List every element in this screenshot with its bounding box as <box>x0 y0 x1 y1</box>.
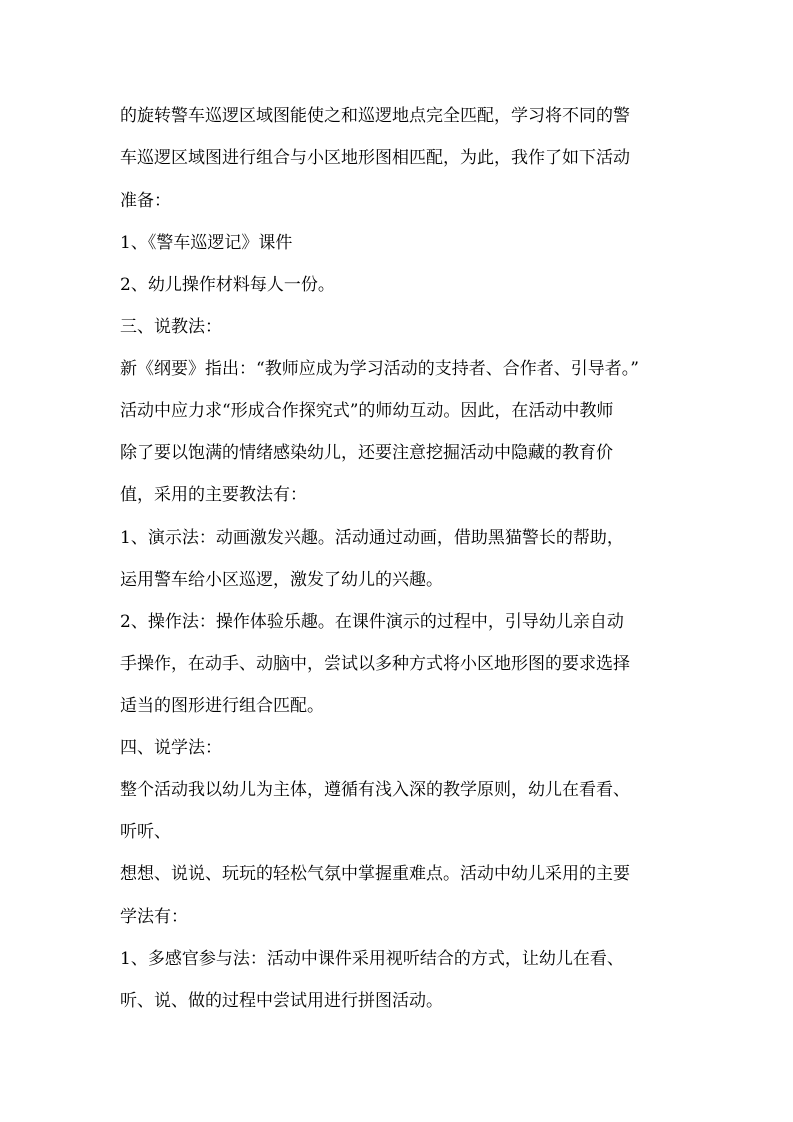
text-line: 想想、说说、玩玩的轻松气氛中掌握重难点。活动中幼儿采用的主要 <box>120 864 630 884</box>
text-line: 的旋转警车巡逻区域图能使之和巡逻地点完全匹配，学习将不同的警 <box>120 106 630 126</box>
text-line: 值，采用的主要教法有： <box>120 485 307 505</box>
text-line: 整个活动我以幼儿为主体，遵循有浅入深的教学原则，幼儿在看看、 <box>120 780 630 800</box>
text-line: 听听、 <box>120 822 171 842</box>
text-line: 学法有： <box>120 907 188 927</box>
text-line: 除了要以饱满的情绪感染幼儿，还要注意挖掘活动中隐藏的教育价 <box>120 443 613 463</box>
text-line: 听、说、做的过程中尝试用进行拼图活动。 <box>120 991 443 1011</box>
list-item: 1、多感官参与法：活动中课件采用视听结合的方式，让幼儿在看、 <box>120 949 624 969</box>
list-item: 1、《警车巡逻记》课件 <box>120 233 293 253</box>
section-heading: 三、说教法： <box>120 317 222 337</box>
text-line: 适当的图形进行组合匹配。 <box>120 696 324 716</box>
text-line: 车巡逻区域图进行组合与小区地形图相匹配，为此，我作了如下活动 <box>120 148 630 168</box>
text-line: 准备： <box>120 191 171 211</box>
section-heading: 四、说学法： <box>120 738 222 758</box>
text-line: 活动中应力求“形成合作探究式”的师幼互动。因此，在活动中教师 <box>120 401 614 421</box>
list-item: 2、幼儿操作材料每人一份。 <box>120 275 335 295</box>
text-line: 手操作，在动手、动脑中，尝试以多种方式将小区地形图的要求选择 <box>120 654 630 674</box>
text-line: 新《纲要》指出：“教师应成为学习活动的支持者、合作者、引导者。” <box>120 359 639 379</box>
list-item: 2、操作法：操作体验乐趣。在课件演示的过程中，引导幼儿亲自动 <box>120 612 624 632</box>
list-item: 1、演示法：动画激发兴趣。活动通过动画，借助黑猫警长的帮助， <box>120 528 624 548</box>
text-line: 运用警车给小区巡逻，激发了幼儿的兴趣。 <box>120 570 443 590</box>
